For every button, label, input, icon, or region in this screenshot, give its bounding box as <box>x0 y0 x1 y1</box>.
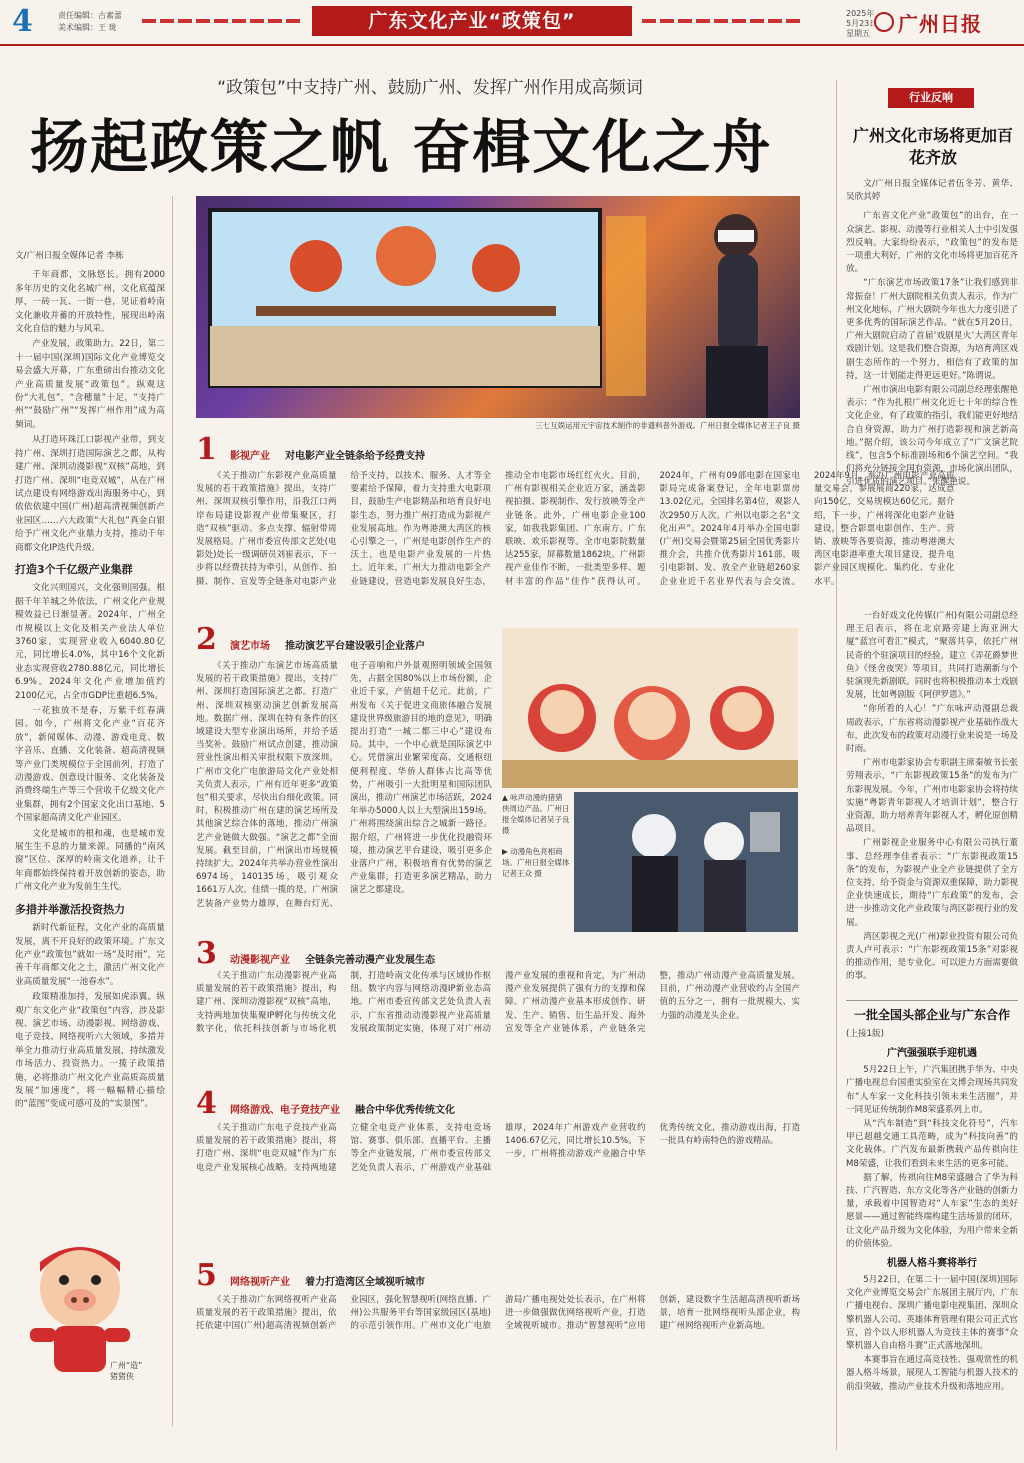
headline: 扬起政策之帆 奋楫文化之舟 <box>30 113 773 181</box>
paragraph: 文化是城市的根和魂，也是城市发展生生不息的力量来源。同播的“南风窗”区位、深厚的岭南文化道养，让千年商都始终保持着开放创新的姿态，助广州文化产业为发前生生代。 <box>15 828 165 893</box>
date-year: 2025年 <box>846 9 875 18</box>
paragraph: 广州市演出电影有限公司副总经理张醒艳表示：“作为扎根广州文化近七十年的综合性文化企业，有了政策的指引，我们能更好地结合自身资源，助力广州打造影视和演艺新高地。”据介绍，该公司今年成立了“广文演艺院线”，包含5个标准剧场和6个演艺空间。“我们将充分链接全国有资源，市场化演出团队，引进优质的演艺项目。”张醒艳说。 <box>846 385 1018 488</box>
section-subtitle: 推动演艺平台建设吸引企业落户 <box>285 641 426 652</box>
section-title: 动漫影视产业 <box>229 955 290 966</box>
newspaper-logo: 广州日报 <box>898 12 982 36</box>
section-title: 影视产业 <box>229 451 270 462</box>
byline: 文/广州日报全媒体记者 李栋 <box>15 251 124 261</box>
cosplay-illustration <box>574 792 798 932</box>
right-column-mid <box>846 610 1018 990</box>
section-subtitle: 对电影产业全链条给予经费支持 <box>285 451 426 462</box>
paragraph: 新时代新征程，文化产业的高质量发展，离不开良好的政策环境。广东文化产业“政策包”就如一场“及时雨”，完善千年商都文化之土，激活广州文化产业高质量发展“一池春水”。 <box>15 923 165 987</box>
mascot-caption-line: 猪猪侠 <box>110 1372 134 1381</box>
section-number: 2 <box>196 622 217 657</box>
section-text: 《关于推动广东网络视听产业高质量发展的若干政策措施》提出，依托依建中国(广州)超高清视频创新产业园区，强化智慧视听(网络直播、广州)公共服务平台等国家级园区(基地)的示范引领作用。广州市文化广电旅游局广播电视处处长表示，在广州将进一步做强做优网络视听产业，打造全域视听城市。推动“智慧视听”应用创新，建设数字生活超高清视听新场景，培育一批网络视听头部企业，构建广州网络视听产业新高地。 <box>196 1295 800 1332</box>
paragraph: 据了解，传祺向往M8荣盛融合了华为科技、广汽智造、东方文化等各产业链的创新力量，承载着中国智造对“人车家”生态的美好愿景——通过智能终端构建生活场景的闭环，让文化产品升级为文化体验，为用户带来全新的价值体验。 <box>846 1172 1018 1249</box>
section-text: 《关于推动广东演艺市场高质量发展的若干政策措施》提出，支持广州、深圳打造国际演艺之都。打造广州、深圳双核驱动演艺创新发展高地。数据广州、深圳在特有条件的区域建设大型专业演出场所，并给予适当奖补。鼓励广州试点创建，推动演营业性演出相关审批权限下放深圳。广州市文化广电旅游局文化产业处相关负责人表示，广州有近年更多“政策包”相关要求，尽快出台细化政策。同时，积极推动广州在建的演艺场所及其他演艺综合体的落地，推动广州演艺产业链做大做强。“演艺之都”全面发展。截至目前，广州演出市场规模持续扩大。2024年共举办营业性演出6974场，140135场，吸引观众1661万人次。佳绩一揽的是，广州演艺装备产业势力雄厚，在舞台灯光、电子音响和户外景观照明领域全国领先，占据全国80%以上市场份额，企业近千家，产值超千亿元。此前，广州发布《关于促进文商旅体融合发展建设世界级旅游目的地的意见》，明确提出打造“一城二都三中心”建设布局。其中，一个中心就是国际演艺中心。凭借演出业繁荣度高、交通枢纽便利程度、华侨人群体占比高等优势，广州吸引一大批明星和国际团队演出，推动广州演艺市场活跃，2024年举办5000人以上大型演出159场。广州将围绕演出综合之城新一路径。据介绍，广州将进一步优化投融资环境，推动演艺平台建设，吸引更多企业落户广州，积极培育有优势的演艺产业集群，打造更多演艺精品，助力演艺之都建设。 <box>196 661 492 909</box>
byline: 文/广州日报全媒体记者伍冬芳、黄华、吴欣其婷 <box>846 179 1018 203</box>
caption-b: ▶ 动漫角色亮相商场。广州日报全媒体记者王众 摄 <box>502 847 570 878</box>
left-column <box>15 250 165 1114</box>
section-1-body <box>196 470 955 600</box>
column-divider <box>172 196 173 1426</box>
right-column-bottom <box>846 1006 1018 1456</box>
section-title: 演艺市场 <box>229 641 270 652</box>
section-number: 3 <box>196 936 217 971</box>
kicker: “政策包”中支持广州、鼓励广州、发挥广州作用成高频词 <box>217 78 643 98</box>
paragraph: 湾区影视之光(广州)影业投资有限公司负责人卢可表示：“广东影视政策15条”对影视的推动作用，是专业化、可以逆力方面需要做的事。 <box>846 931 1018 982</box>
paragraph: 广州市电影家协会专职副主席秦敏书长张劳翔表示，“广东影视政策15条”的发布为广东影视发展。今年，广州市电影家协会将持续实施“粤影青年影视人才培训计划”，整合行业资源，助力培养青年影视人才，孵化原创精品项目。 <box>846 758 1018 835</box>
paragraph: 广东省文化产业“政策包”的出台，在一众演艺、影视、动漫等行业相关人士中引发强烈反响。大家纷纷表示，“政策包”的发布是一项重大利好，广州的文化市场将更加百花齐放。 <box>846 211 1018 275</box>
section-2-body <box>196 660 492 932</box>
paragraph: 广州影视企业服务中心有限公司执行董事、总经理李佳者表示：“广东影视政策15条”的发布，为影视产业全产业链提供了全方位支持，给予资金与资源双重保障，助力影视企业快速成长，期待“广东政策”的发布，会进一步推动文化产业政策与湾区影视行业的发展。 <box>846 838 1018 928</box>
mascot-caption-line: 广州“造” <box>110 1361 143 1370</box>
sub-heading: 机器人格斗赛将举行 <box>887 1258 977 1270</box>
paragraph: 政策精准加持，发展如虎添翼。纵观广东文化产业“政策包”内容，涉及影视、演艺市场、动漫影视、网络游戏、电子竞技、网络视听六大领域，多措并举全力推动行业高质量发展，持续激发市场活力、投资热力。一揽子政策措施，必将推动广州文化产业高质高质量发展“加速度”，将一幅幅精心描绘的“蓝图”变成可感可及的“实景图”。 <box>15 992 165 1110</box>
section-1-header <box>196 432 800 467</box>
date-weekday: 星期五 <box>846 29 870 38</box>
paragraph: 文化兴则国兴，文化强则国强。根据千年羊城之外依法，广州文化产业规模效益已日渐显著。2024年，广州全市规模以上文化及相关产业法人单位3760家，实现营业收入6040.80亿元，同比增长4.0%，其中16个文化新业态实现营收2780.88亿元，同比增长6.9%。2024年文化产业增加值约2100亿元，占全市GDP比重超6.5%。 <box>15 583 165 701</box>
sub-heading: 广汽强强联手迎机遇 <box>887 1048 977 1060</box>
paragraph: 一花独放不是春，万紫千红春满园。如今，广州将文化产业“百花齐放”，新闻媒体、动漫、游戏电竞、数字音乐、直播、文化装备、超高清视频等产业门类规模位于全国前列，打造了动漫游戏、创意设计服务、文化装备及消费终端生产等三个营收千亿级文化产业集群，拥有2个国家文化出口基地、5个国家超高清文化产业园区。 <box>15 706 165 824</box>
art-editor-line: 美术编辑：王 珑 <box>58 23 117 32</box>
paragraph: “你所看的人心！”广东咏声动漫副总裁周政表示，广东省将动漫影视产业基础作战大布，此次发布的政策对动漫行业来说是一场及时雨。 <box>846 704 1018 755</box>
merchandise-photo <box>502 628 798 788</box>
section-text: 《关于推动广东动漫影视产业高质量发展的若干政策措施》提出，构建广州、深圳动漫影视“双核”高地，支持两地加快集聚IP孵化与传统文化数字化，依托科技创新与市场化机制，打造岭南文化传承与区域协作枢纽。数字内容与网络动漫IP新业态高地。广州市委宣传部文艺处负责人表示，广东省推动动漫影视产业高质量发展政策制定实施，体现了对广州动漫产业发展的重视和肯定，为广州动漫产业发展提供了强有力的支撑和保障。广州动漫产业基本形成创作、研发、生产、销售、衍生品开发、海外宣发等全产业链体系，产业链条完整，推动广州动漫产业高质量发展。目前，广州动漫产业营收约占全国产值的五分之一，拥有一批规模大、实力强的动漫龙头企业。 <box>196 971 800 1034</box>
subheading: 打造3个千亿级产业集群 <box>15 562 133 576</box>
cosplay-photo <box>574 792 798 932</box>
sub-byline: (上接1版) <box>846 1029 884 1039</box>
section-5-header <box>196 1258 800 1293</box>
page-header <box>0 0 1024 46</box>
newspaper-logo-icon <box>874 12 894 32</box>
editor-line: 责任编辑：古素蕾 <box>58 11 122 20</box>
section-tag: 行业反响 <box>888 88 974 108</box>
section-number: 1 <box>196 432 217 467</box>
page-number: 4 <box>12 4 33 39</box>
section-text: 《关于推动广东影视产业高质量发展的若干政策措施》提出，支持广州、深圳双核引擎作用，沿我江口两岸布局建设影视产业带集聚区，打造“双核”驱动、多点支撑、辐射带周发展格局。广州市委宣传部文艺处(电影处)处长一级调研员刘崔表示，下一步将以经费扶持为牵引，从创作、拍摄、制作、宣发等全链条对电影产业给予支持，以技术、服务、人才等全要素给予保障，着力支持重大电影项目，鼓励生产电影精品和培育良好电影生态，努力推广州打造成为影视产业发展高地。作为粤港澳大湾区的核心引擎之一，广州是电影创作生产的沃土，也是电影产业发展的一片热土。近年来，广州大力推动电影全产业链建设，营造电影发展良好生态，推动全市电影市场红红火火。目前，广州有影视相关企业近万家，涵盖影视拍摄、影视制作、发行放映等全产业链条。此外，广州电影企业100家，如我我影集团、广东南方、广东联映、欢乐影视等。全市电影院数量达255家，屏幕数量1862块。广州影视产业佳作不断，一批类型多样、题材丰富的作品“佳作”获得认可。2024年，广州有09部电影在国家电影局完成备案登记，全年电影票房13.02亿元，全国排名第4位，观影人次2950万人次。广州以电影之名“文化出声”。2024年4月举办全国电影(广州)交易会暨第25届全国优秀影片推介会，共推介优秀影片161部，吸引电影制、发、放全产业链超260家企业业近千名业界代表与会交流。2024年9月，举办广州电影产业高质量交易会，参展展商220家，达成意向150亿，交易规模达60亿元。据介绍，下一步，广州将深化电影产业链建设，整合影票电影创作、生产、营销、放映等各要资源，推动粤港澳大湾区电影港率重大项目建设，提升电影产业园区规模化、集约化、专业化水平。 <box>196 471 955 587</box>
section-3-body <box>196 970 800 1074</box>
section-4-body <box>196 1122 800 1252</box>
section-title: 网络视听产业 <box>229 1277 290 1288</box>
paragraph: 产业发展，政策助力。22日，第二十一届中国(深圳)国际文化产业博览交易会盛大开幕，广东重磅出台推动文化产业高质量发展“政策包”。纵观这份“大礼包”，“含穗量”十足，“支持广州”“鼓励广州”“发挥广州作用”成为高频词。 <box>15 339 165 430</box>
right-column-top <box>846 178 1018 608</box>
section-5-body <box>196 1294 800 1434</box>
section-banner: 广东文化产业“政策包” <box>312 6 632 36</box>
issue-date <box>846 9 877 39</box>
paragraph: “广东演艺市场政策17条”让我们感到非常振奋！广州大剧院相关负责人表示，作为广州文化地标，广州大剧院今年也大力度引进了更多优秀的国际演艺作品。“就在5月20日，广州大剧院启动了首届‘戏剧星火’大湾区青年戏剧计划。这是我们整合资源，为培育湾区戏剧生态所作的一个努力，相信有了政策的加持，这一计划能走得更远更好。”陈谓说。 <box>846 278 1018 381</box>
mascot-caption <box>110 1360 142 1382</box>
editor-credits <box>58 10 122 34</box>
sub-title: 一批全国头部企业与广东合作 <box>853 1008 1010 1022</box>
section-number: 5 <box>196 1258 217 1293</box>
subheading: 多措并举激活投资热力 <box>15 902 125 916</box>
column-divider <box>836 80 837 1450</box>
photo-caption <box>502 792 570 879</box>
paragraph: 从打造环珠江口影视产业带，到支持广州、深圳打造国际演艺之都，从构建广州、深圳动漫影视“双核”高地，到打造广州、深圳“电竞双城”，从在广州试点建设有网络游戏出海服务中心，到依依依建中国(广州)超高清视频创新产业园区……六大政策“大礼包”真金白银给予广州文化产业鼎力支持，推动千年商都文化IP迭代升级。 <box>15 435 165 553</box>
section-text: 《关于推动广东电子竞技产业高质量发展的若干政策措施》提出，将打造广州、深圳“电竞双城”作为广东电竞产业发展核心战略。支持两地建立健全电竞产业体系，支持电竞场馆、赛事、俱乐部、直播平台、主播等全产业链发展，广州市委宣传部文艺处负责人表示，广州游戏产业基础雄厚，2024年广州游戏产业营收约1406.67亿元，同比增长10.5%。下一步，广州将推动游戏产业融合中华优秀传统文化，推动游戏出海，打造一批具有岭南特色的游戏精品。 <box>196 1123 800 1173</box>
paragraph: 本赛事旨在通过高竞技性、强观赏性的机器人格斗场景，展现人工智能与机器人技术的前沿突破，推动产业技术升级和落地应用。 <box>846 1355 1018 1392</box>
section-number: 4 <box>196 1086 217 1121</box>
date-day: 5月23日 <box>846 19 878 28</box>
section-3-header <box>196 936 800 971</box>
section-subtitle: 全链条完善动漫产业发展生态 <box>305 955 436 966</box>
main-photo <box>196 196 800 418</box>
section-subtitle: 着力打造湾区全域视听城市 <box>305 1277 426 1288</box>
rule <box>846 1000 1018 1001</box>
section-4-header <box>196 1086 800 1121</box>
section-subtitle: 融合中华优秀传统文化 <box>355 1105 456 1116</box>
paragraph: 5月22日，在第二十一届中国(深圳)国际文化产业博览交易会广东展团主展厅内，广东广播电视台、深圳广播电影电视集团、深圳众擎机器人公司、英雄体育管理有限公司正式官宣，首个以人形机器人为竞技主体的赛事“众擎机器人自由格斗赛”正式落地深圳。 <box>846 1275 1018 1352</box>
toy-display-illustration <box>502 628 798 788</box>
vr-game-illustration <box>196 196 800 418</box>
paragraph: 千年商都，文脉悠长。拥有2000多年历史的文化名城广州，文化底蕴深厚，一砖一瓦、一街一巷，见证着岭南文化兼收并蓄的开放特性，展现出岭南文化自信的魅力与风采。 <box>15 270 165 335</box>
caption-a: ▲ 咏声动漫的猪猪侠周边产品。广州日报全媒体记者吴子良 摄 <box>502 793 570 835</box>
paragraph: 5月22日上午，广汽集团携手华为、中央广播电视总台国重实验室在文博会现场共同发布“人车家一文化科技引领未来生活圈”，并一同见证传统制作M8荣盛系列上市。 <box>846 1065 1018 1115</box>
paragraph: 从“汽车制造”到“科技文化符号”，汽车甲已超越交通工具范畴，成为“科技向善”的文化载体。广汽发布最新携载产品传祺向往M8荣盛，让我们看到未来生活的更多可能。 <box>846 1119 1018 1169</box>
right-title: 广州文化市场将更加百花齐放 <box>852 126 1013 167</box>
photo-caption: 三七互娱运用元宇宙技术制作的非遗料普外游戏。广州日报全媒体记者王子良 摄 <box>535 421 800 430</box>
section-title: 网络游戏、电子竞技产业 <box>229 1105 340 1116</box>
section-2-header <box>196 622 496 657</box>
paragraph: 一台好戏文化传媒(广州)有限公司副总经理王启表示，将在北京路旁建上海亚洲大厦“蓝宫可看汇”模式，“聚落共享，依托广州民奇的个驻演项目的经验，建立《弄花爵梦世鱼》《怪舍夜哭》等项目，共同打造潮新与个驻演现先新剧联。同时也将积极推动本土戏剧发展，比如粤剧版《阿伊罗恩》。” <box>846 611 1018 701</box>
